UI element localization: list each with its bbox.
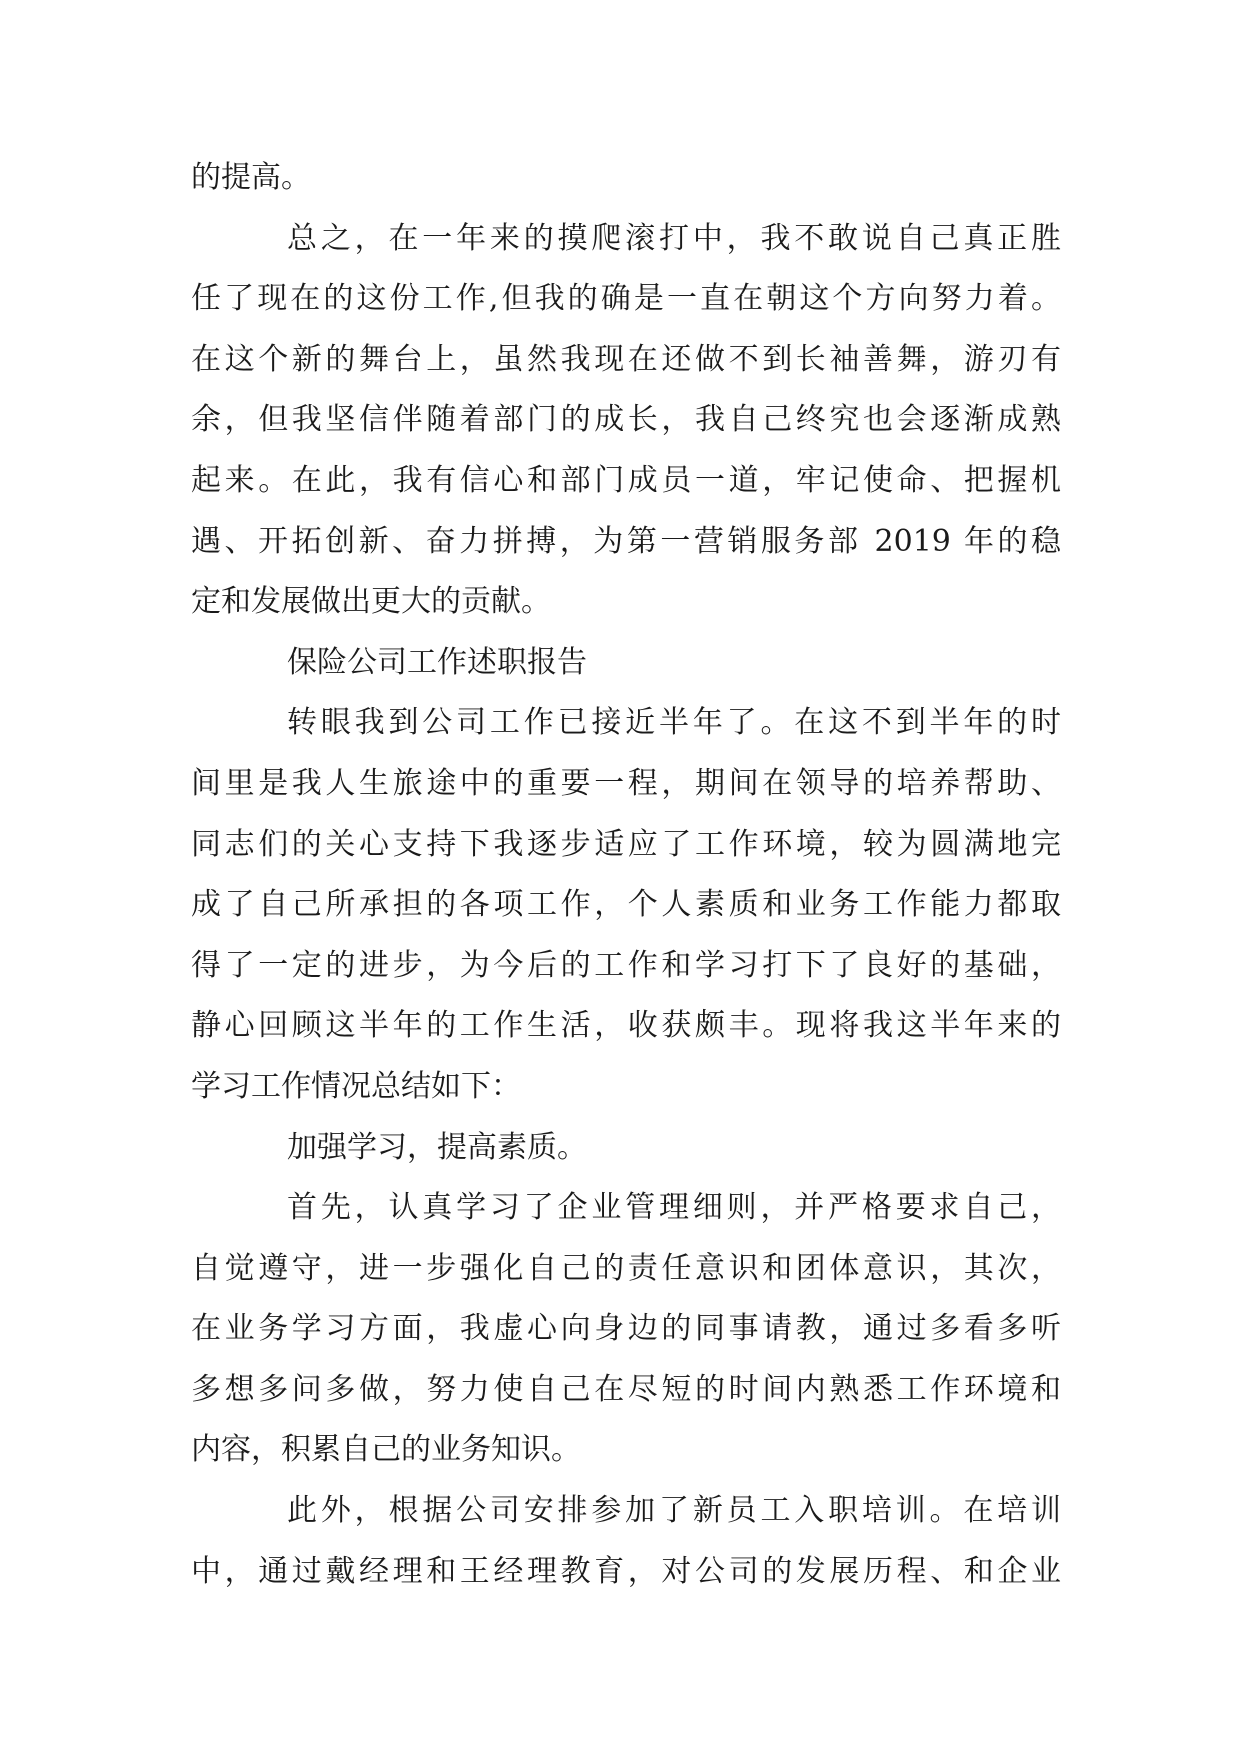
text-line: 起来。在此，我有信心和部门成员一道，牢记使命、把握机 bbox=[191, 462, 1061, 498]
text-line: 静心回顾这半年的工作生活，收获颇丰。现将我这半年来的 bbox=[191, 1008, 1061, 1044]
text-line: 遇、开拓创新、奋力拼搏，为第一营销服务部 2019 年的稳 bbox=[191, 523, 1061, 559]
text-line: 多想多问多做，努力使自己在尽短的时间内熟悉工作环境和 bbox=[191, 1371, 1061, 1407]
text-line: 的提高。 bbox=[191, 160, 311, 195]
text-line: 总之，在一年来的摸爬滚打中，我不敢说自己真正胜 bbox=[287, 220, 1061, 256]
subheading: 加强学习，提高素质。 bbox=[287, 1129, 587, 1165]
text-line: 定和发展做出更大的贡献。 bbox=[191, 584, 551, 620]
text-line: 余，但我坚信伴随着部门的成长，我自己终究也会逐渐成熟 bbox=[191, 402, 1061, 438]
section-heading: 保险公司工作述职报告 bbox=[287, 644, 587, 680]
text-line: 首先，认真学习了企业管理细则，并严格要求自己， bbox=[287, 1190, 1061, 1226]
text-line: 学习工作情况总结如下： bbox=[191, 1068, 521, 1104]
text-line: 间里是我人生旅途中的重要一程，期间在领导的培养帮助、 bbox=[191, 765, 1061, 801]
text-line: 中，通过戴经理和王经理教育，对公司的发展历程、和企业 bbox=[191, 1553, 1061, 1589]
text-line: 自觉遵守，进一步强化自己的责任意识和团体意识，其次， bbox=[191, 1250, 1061, 1286]
text-line: 在业务学习方面，我虚心向身边的同事请教，通过多看多听 bbox=[191, 1311, 1061, 1347]
text-line: 内容，积累自己的业务知识。 bbox=[191, 1432, 581, 1468]
text-line: 得了一定的进步，为今后的工作和学习打下了良好的基础， bbox=[191, 947, 1061, 983]
document-page bbox=[191, 148, 1061, 1602]
text-line: 在这个新的舞台上，虽然我现在还做不到长袖善舞，游刃有 bbox=[191, 341, 1061, 377]
text-line: 转眼我到公司工作已接近半年了。在这不到半年的时 bbox=[287, 705, 1061, 741]
text-line: 任了现在的这份工作,但我的确是一直在朝这个方向努力着。 bbox=[191, 281, 1061, 317]
text-line: 成了自己所承担的各项工作，个人素质和业务工作能力都取 bbox=[191, 887, 1061, 923]
text-line: 此外，根据公司安排参加了新员工入职培训。在培训 bbox=[287, 1493, 1061, 1529]
text-line: 同志们的关心支持下我逐步适应了工作环境，较为圆满地完 bbox=[191, 826, 1061, 862]
